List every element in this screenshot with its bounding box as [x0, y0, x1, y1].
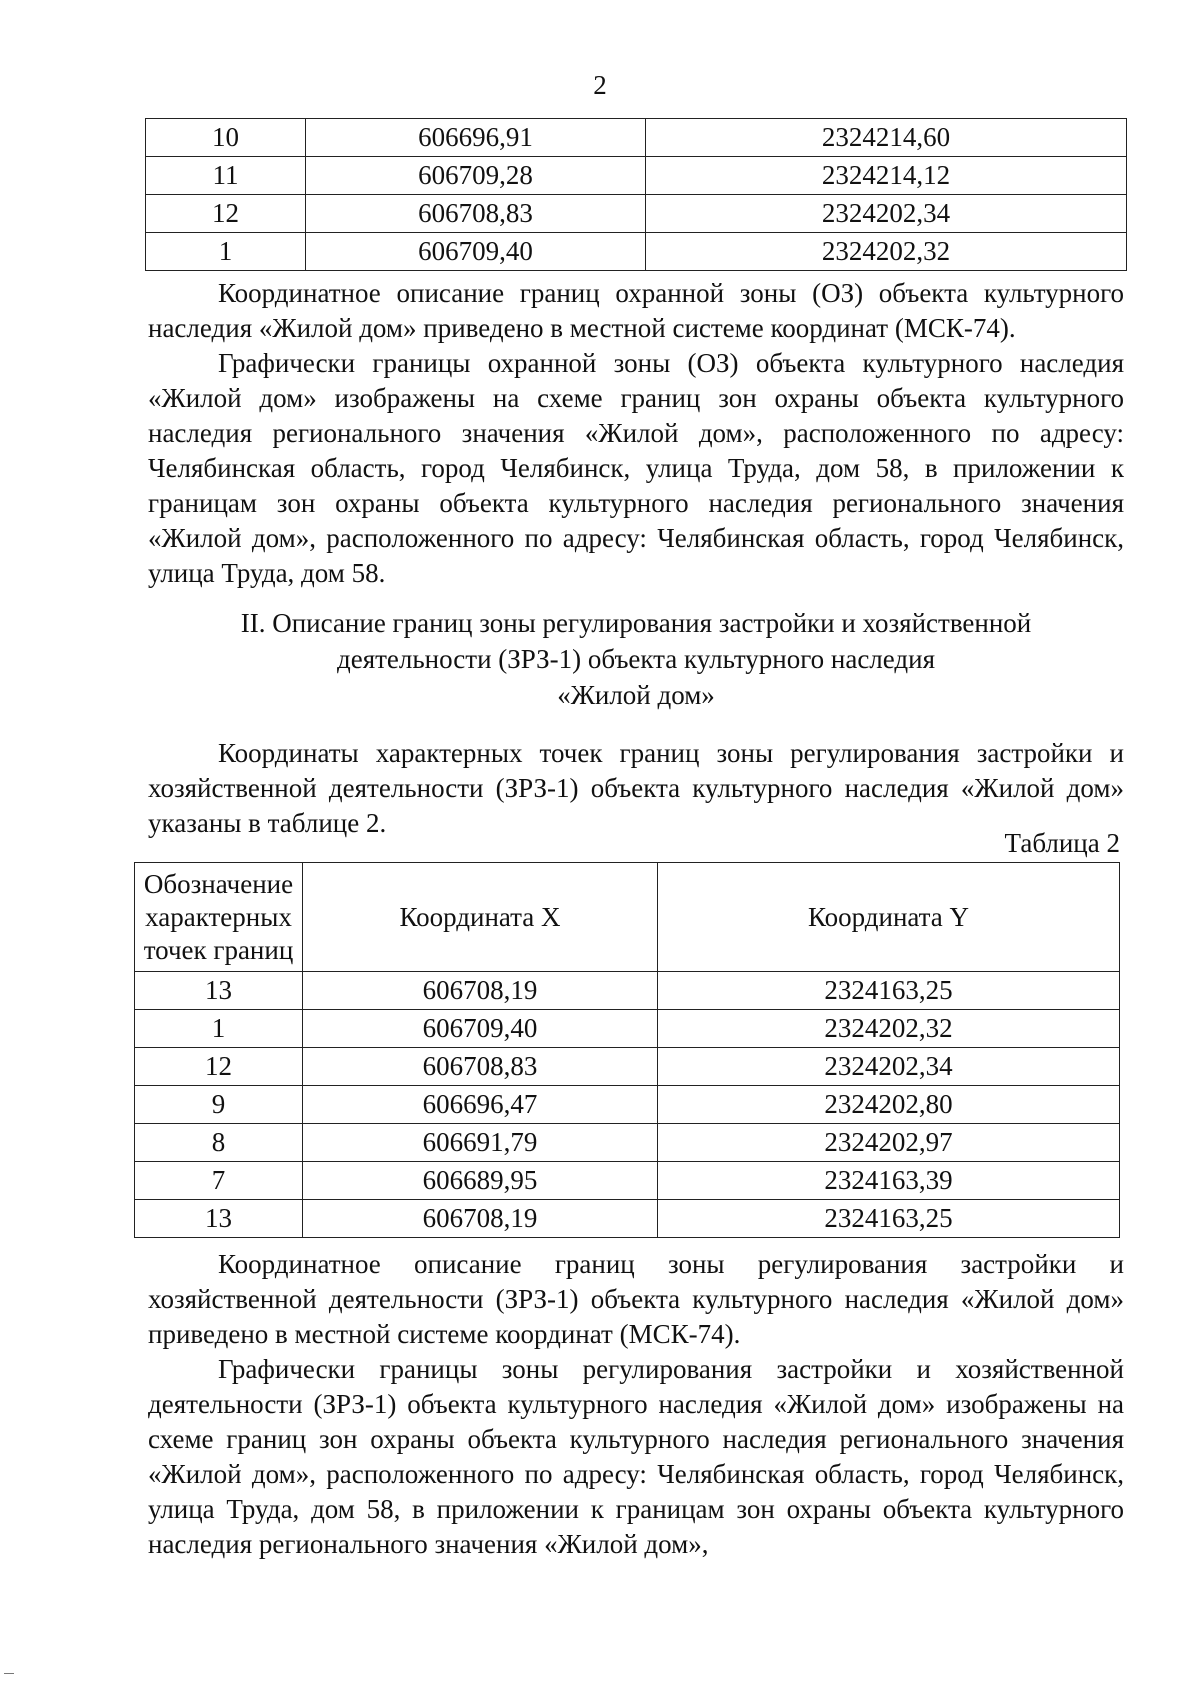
table-row: [135, 1048, 1120, 1086]
x-cell: 606708,83: [303, 1048, 658, 1086]
table-row: [146, 119, 1127, 157]
point-cell: 13: [135, 1200, 303, 1238]
header-point-line-3: точек границ: [143, 934, 294, 965]
x-cell: 606691,79: [303, 1124, 658, 1162]
column-header-x: Координата X: [303, 863, 658, 972]
oz-coordinates-paragraph: Координатное описание границ охранной зоны (ОЗ) объекта культурного наследия «Жилой дом» приведено в местной системе координат (МСК-74).: [148, 278, 1124, 343]
point-cell: 10: [146, 119, 306, 157]
x-cell: 606708,19: [303, 1200, 658, 1238]
point-cell: 12: [135, 1048, 303, 1086]
y-cell: 2324202,80: [658, 1086, 1120, 1124]
table-row: [146, 157, 1127, 195]
y-cell: 2324202,97: [658, 1124, 1120, 1162]
point-cell: 11: [146, 157, 306, 195]
point-cell: 8: [135, 1124, 303, 1162]
point-cell: 13: [135, 972, 303, 1010]
point-cell: 1: [135, 1010, 303, 1048]
table-row: [135, 1010, 1120, 1048]
point-cell: 9: [135, 1086, 303, 1124]
x-cell: 606696,91: [306, 119, 646, 157]
table-row: [135, 1162, 1120, 1200]
x-cell: 606708,19: [303, 972, 658, 1010]
zrz-coordinates-paragraph: Координатное описание границ зоны регулирования застройки и хозяйственной деятельности (ЗРЗ-1) объекта культурного наследия «Жилой дом» приведено в местной системе координат (МСК-74).: [148, 1249, 1124, 1349]
scan-artifact: [4, 1673, 14, 1680]
x-cell: 606709,28: [306, 157, 646, 195]
y-cell: 2324163,25: [658, 972, 1120, 1010]
y-cell: 2324214,12: [646, 157, 1127, 195]
point-cell: 7: [135, 1162, 303, 1200]
y-cell: 2324163,39: [658, 1162, 1120, 1200]
point-cell: 12: [146, 195, 306, 233]
table-row: [135, 1124, 1120, 1162]
table-row: [135, 972, 1120, 1010]
y-cell: 2324214,60: [646, 119, 1127, 157]
zrz-intro-paragraph: Координаты характерных точек границ зоны регулирования застройки и хозяйственной деятельности (ЗРЗ-1) объекта культурного наследия «Жилой дом» указаны в таблице 2.: [148, 738, 1124, 838]
section-heading-line-3: «Жилой дом»: [557, 680, 715, 710]
y-cell: 2324202,32: [646, 233, 1127, 271]
oz-graphic-paragraph: Графически границы охранной зоны (ОЗ) объекта культурного наследия «Жилой дом» изображены на схеме границ зон охраны объекта культурного наследия регионального значения «Жилой дом», расположенного по адресу: Челябинская область, город Челябинск, улица Труда, дом 58, в приложении к границам зон охраны объекта культурного наследия регионального значения «Жилой дом», расположенного по адресу: Челябинская область, город Челябинск, улица Труда, дом 58.: [148, 348, 1124, 588]
coordinates-table-2: [134, 862, 1120, 1238]
table-row: [135, 1200, 1120, 1238]
table-row: [146, 233, 1127, 271]
table-header-row: [135, 863, 1120, 972]
x-cell: 606709,40: [306, 233, 646, 271]
x-cell: 606709,40: [303, 1010, 658, 1048]
x-cell: 606708,83: [306, 195, 646, 233]
section-heading-line-1: II. Описание границ зоны регулирования застройки и хозяйственной: [240, 608, 1032, 638]
y-cell: 2324202,34: [646, 195, 1127, 233]
column-header-point: [135, 863, 303, 972]
page-number: 2: [593, 70, 607, 100]
header-point-line-1: Обозначение: [143, 868, 294, 899]
x-cell: 606689,95: [303, 1162, 658, 1200]
y-cell: 2324202,32: [658, 1010, 1120, 1048]
coordinates-table-1: [145, 118, 1127, 271]
section-heading-line-2: деятельности (ЗРЗ-1) объекта культурного наследия: [336, 644, 936, 674]
table-caption: Таблица 2: [1004, 828, 1120, 858]
point-cell: 1: [146, 233, 306, 271]
table-row: [135, 1086, 1120, 1124]
header-point-line-2: характерных: [145, 901, 292, 932]
table-row: [146, 195, 1127, 233]
y-cell: 2324202,34: [658, 1048, 1120, 1086]
y-cell: 2324163,25: [658, 1200, 1120, 1238]
zrz-graphic-paragraph: Графически границы зоны регулирования застройки и хозяйственной деятельности (ЗРЗ-1) объекта культурного наследия «Жилой дом» изображены на схеме границ зон охраны объекта культурного наследия регионального значения «Жилой дом», расположенного по адресу: Челябинская область, город Челябинск, улица Труда, дом 58, в приложении к границам зон охраны объекта культурного наследия регионального значения «Жилой дом»,: [148, 1354, 1124, 1559]
column-header-y: Координата Y: [658, 863, 1120, 972]
x-cell: 606696,47: [303, 1086, 658, 1124]
